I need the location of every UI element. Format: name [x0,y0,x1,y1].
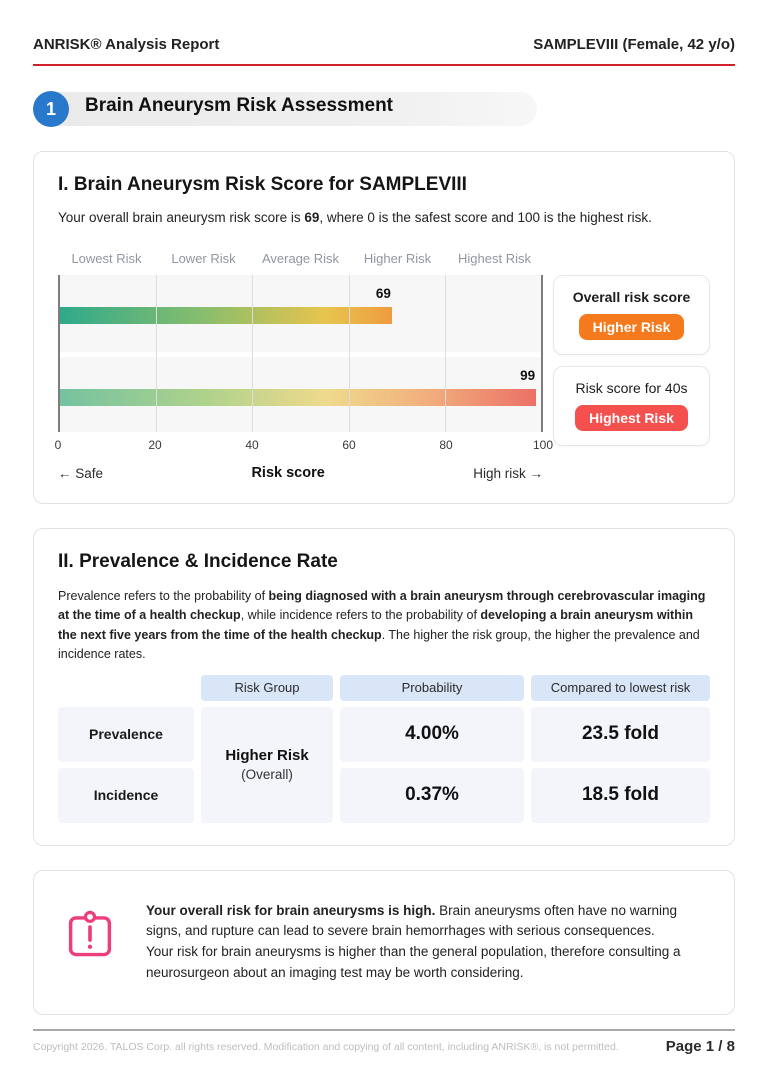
axis-tick: 80 [439,438,453,452]
warning-paragraph-1 [146,901,698,943]
prevalence-fold-value: 23.5 fold [531,707,710,762]
risk-chart [54,251,710,481]
risk-category-labels [58,251,543,271]
warning-body-1: Brain aneurysms often have no warning signs, and rupture can lead to severe brain hemorrhages with serious consequences. [146,902,677,939]
side-card-label: Overall risk score [572,289,691,305]
risk-summary-column [553,251,710,481]
axis-tick: 0 [54,438,62,452]
prevalence-probability-value: 4.00% [340,707,524,762]
desc-seg: . The higher the risk group, the higher the prevalence and incidence rates. [58,627,700,662]
alert-icon [62,905,118,966]
intro-score: 69 [304,210,320,225]
row-label-prevalence: Prevalence [58,707,194,762]
copyright-text: Copyright 2026. TALOS Corp. all rights reserved. Modification and copying of all content, including ANRISK®, is not permitted. [33,1040,619,1053]
grid-line [349,275,350,432]
footer [33,1029,735,1055]
axis-captions [58,465,543,481]
warning-paragraph-2 [146,942,698,984]
section-number-badge: 1 [33,91,69,127]
x-axis-ticks [54,436,554,456]
risk-chart-plot-column [54,251,554,481]
column-header-compared: Compared to lowest risk [531,675,710,701]
risk-bar-40s-fill [60,389,536,406]
risk-score-card-title: I. Brain Aneurysm Risk Score for SAMPLEVIII [58,174,467,195]
bar-track-overall [60,275,541,352]
column-header-probability: Probability [340,675,524,701]
warning-text [146,901,698,985]
category-label: Lowest Risk [71,251,142,266]
bar-track-40s [60,357,541,432]
overall-risk-side-card [553,275,710,355]
side-card-label: Risk score for 40s [575,380,688,396]
risk-score-intro [58,210,710,225]
risk-bar-40s [60,389,536,406]
intro-post: , where 0 is the safest score and 100 is the highest risk. [319,210,652,225]
risk-group-cell [201,707,333,823]
warning-lead: Your overall risk for brain aneurysms is high. [146,902,436,918]
bar-value-40s: 99 [520,368,536,383]
prevalence-card-title: II. Prevalence & Incidence Rate [58,551,338,572]
desc-seg: Prevalence refers to the probability of [58,589,269,603]
axis-caption-safe: ← Safe [58,465,104,481]
prevalence-card [33,528,735,846]
intro-pre: Your overall brain aneurysm risk score is [58,210,305,225]
risk-bar-overall-fill [60,307,392,324]
axis-tick: 60 [342,438,356,452]
risk-bar-overall [60,307,392,324]
category-label: Lower Risk [171,251,236,266]
axis-tick: 100 [532,438,554,452]
category-label: Average Risk [261,251,340,266]
grid-line [252,275,253,432]
warning-card [33,870,735,1016]
risk-group-sub: (Overall) [241,767,293,782]
risk-level-badge-higher: Higher Risk [579,314,685,340]
age-risk-side-card [553,366,710,446]
risk-group-main: Higher Risk [225,747,309,764]
axis-tick: 20 [148,438,162,452]
prevalence-description [58,587,710,665]
page-number: Page 1 / 8 [665,1038,735,1055]
desc-seg: , while incidence refers to the probability of [240,608,481,623]
patient-info: SAMPLEVIII (Female, 42 y/o) [533,36,735,53]
warning-body-2: Your risk for brain aneurysms is higher than the general population, therefore consulting a neurosurgeon about an imaging test may be worth considering. [146,944,681,981]
category-label: Higher Risk [363,251,432,266]
axis-tick: 40 [245,438,259,452]
section-header [33,91,735,127]
row-label-incidence: Incidence [58,768,194,823]
report-title: ANRISK® Analysis Report [33,36,220,53]
axis-caption-high-risk: High risk → [473,465,543,481]
report-header [33,0,735,66]
grid-line [156,275,157,432]
section-title: Brain Aneurysm Risk Assessment [85,95,393,116]
category-label: Highest Risk [458,251,531,266]
incidence-fold-value: 18.5 fold [531,768,710,823]
grid-line [445,275,446,432]
plot-area [58,275,543,432]
risk-level-badge-highest: Highest Risk [575,405,688,431]
risk-table [58,675,710,823]
incidence-probability-value: 0.37% [340,768,524,823]
column-header-risk-group: Risk Group [201,675,333,701]
desc-seg-bold: being diagnosed with a brain aneurysm through cerebrovascular imaging at the time of a health checkup [58,589,706,623]
bar-value-overall: 69 [375,286,391,301]
axis-label: Risk score [251,465,325,481]
risk-score-card [33,151,735,504]
desc-seg-bold: developing a brain aneurysm within the next five years from the time of the health checkup [58,608,693,642]
